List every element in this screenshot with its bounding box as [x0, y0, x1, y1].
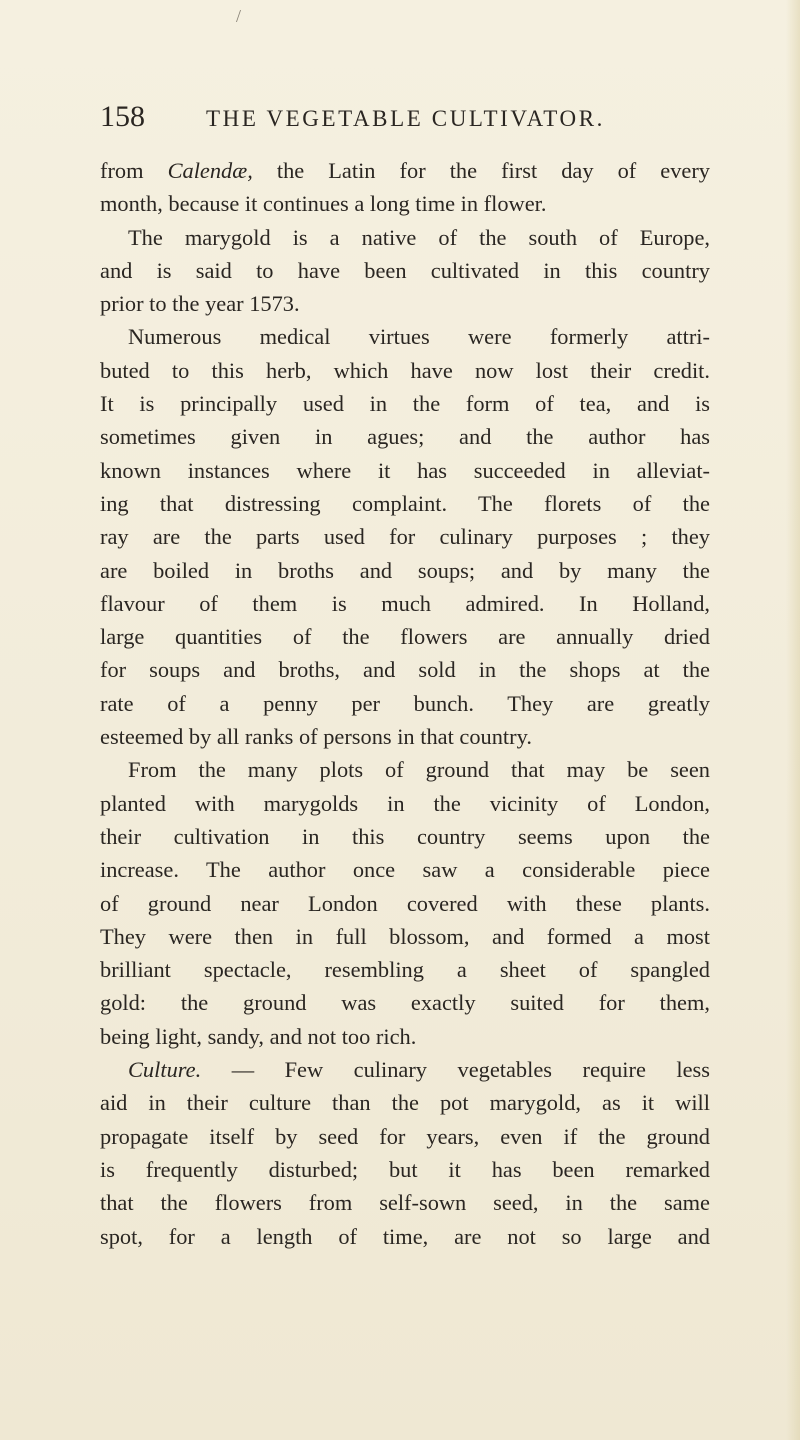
text-line: From the many plots of ground that may be seen: [128, 757, 710, 783]
text-line: being light, sandy, and not too rich.: [100, 1023, 417, 1049]
section-heading-culture: Culture.: [128, 1057, 202, 1083]
text-line: for soups and broths, and sold in the shops at the: [100, 657, 710, 683]
text-line: buted to this herb, which have now lost their credit.: [100, 357, 710, 383]
running-head: THE VEGETABLE CULTIVATOR.: [206, 106, 606, 131]
text-line: that the flowers from self-sown seed, in the same: [100, 1190, 710, 1216]
text-line: Culture. — Few culinary vegetables require less: [128, 1057, 710, 1083]
text-line: flavour of them is much admired. In Holland,: [100, 590, 710, 616]
text-line: It is principally used in the form of tea, and is: [100, 391, 710, 417]
text-line: and is said to have been cultivated in this country: [100, 257, 710, 283]
text-line: are boiled in broths and soups; and by many the: [100, 557, 710, 583]
text-line: of ground near London covered with these plants.: [100, 890, 710, 916]
text-line: brilliant spectacle, resembling a sheet of spangled: [100, 957, 710, 983]
text-line: ray are the parts used for culinary purposes ; they: [100, 524, 710, 550]
text-line: month, because it continues a long time in flower.: [100, 191, 547, 217]
text-line: esteemed by all ranks of persons in that country.: [100, 724, 532, 750]
page-header: [100, 100, 740, 140]
text-line: spot, for a length of time, are not so large and: [100, 1223, 710, 1249]
text-line: prior to the year 1573.: [100, 291, 300, 317]
latin-term: Calendæ,: [167, 158, 253, 183]
text-line: ing that distressing complaint. The florets of the: [100, 490, 710, 516]
body-text: [100, 154, 710, 1253]
page-number: 158: [100, 100, 145, 133]
text-line: aid in their culture than the pot marygold, as it will: [100, 1090, 710, 1116]
text-line: gold: the ground was exactly suited for them,: [100, 990, 710, 1016]
text-line: known instances where it has succeeded in alleviat-: [100, 457, 710, 483]
text-line: increase. The author once saw a considerable piece: [100, 857, 710, 883]
text-line: from Calendæ, the Latin for the first day of every: [100, 158, 711, 183]
text-line: They were then in full blossom, and formed a most: [100, 923, 710, 949]
text-line: large quantities of the flowers are annually dried: [100, 624, 710, 650]
page-edge-shadow: [786, 0, 800, 1440]
text-line: rate of a penny per bunch. They are greatly: [100, 690, 710, 716]
text-line: propagate itself by seed for years, even if the ground: [100, 1123, 710, 1149]
text-line: The marygold is a native of the south of Europe,: [128, 224, 710, 250]
text-line: planted with marygolds in the vicinity of London,: [100, 790, 710, 816]
stray-pencil-mark: /: [236, 6, 242, 26]
text-line: sometimes given in agues; and the author has: [100, 424, 710, 450]
text-line: Numerous medical virtues were formerly attri-: [128, 324, 710, 350]
text-line: their cultivation in this country seems upon the: [100, 823, 710, 849]
text-line: is frequently disturbed; but it has been remarked: [100, 1156, 710, 1182]
